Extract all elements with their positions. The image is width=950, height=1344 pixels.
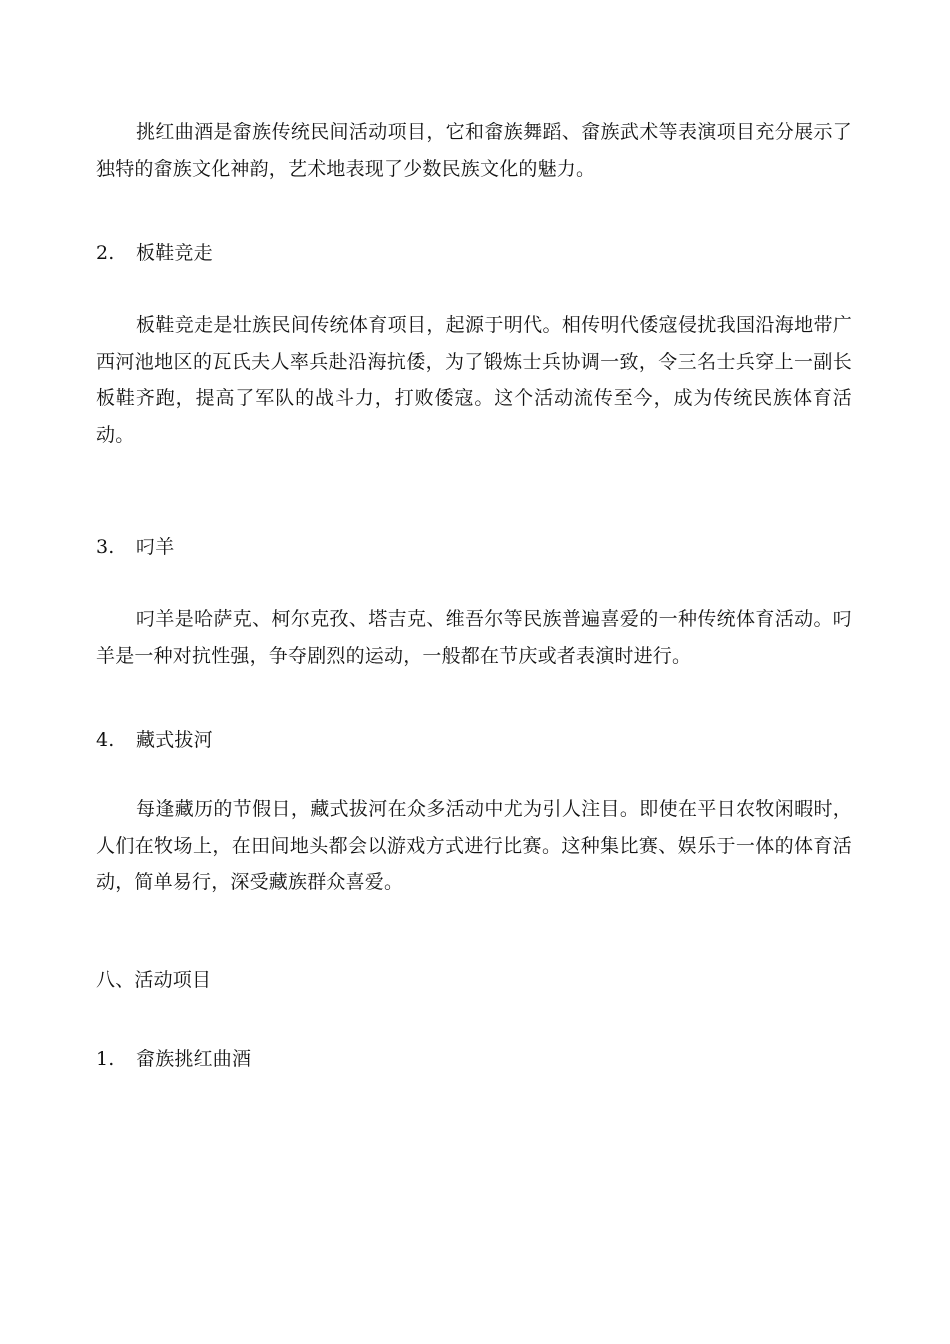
heading-diao-yang (96, 529, 852, 566)
heading-title: 叼羊 (136, 536, 175, 558)
paragraph-ban-xie-jing-zou: 板鞋竞走是壮族民间传统体育项目，起源于明代。相传明代倭寇侵扰我国沿海地带广西河池地区的瓦氏夫人率兵赴沿海抗倭，为了锻炼士兵协调一致，令三名士兵穿上一副长板鞋齐跑，提高了军队的战斗力，打败倭寇。这个活动流传至今，成为传统民族体育活动。 (96, 314, 852, 446)
paragraph-tiao-hong-qu-jiu: 挑红曲酒是畲族传统民间活动项目，它和畲族舞蹈、畲族武术等表演项目充分展示了独特的畲族文化神韵，艺术地表现了少数民族文化的魅力。 (96, 121, 852, 180)
heading-number: 3. (96, 536, 115, 558)
heading-she-zu-tiao-hong-qu-jiu (96, 1041, 852, 1078)
heading-number: 4. (96, 729, 115, 751)
heading-number: 2. (96, 242, 115, 264)
heading-title: 畲族挑红曲酒 (136, 1048, 252, 1070)
section-heading-activities: 八、活动项目 (96, 969, 212, 991)
heading-ban-xie-jing-zou (96, 235, 852, 272)
heading-number: 1. (96, 1048, 115, 1070)
heading-title: 板鞋竞走 (136, 242, 213, 264)
paragraph-diao-yang: 叼羊是哈萨克、柯尔克孜、塔吉克、维吾尔等民族普遍喜爱的一种传统体育活动。叼羊是一种对抗性强，争夺剧烈的运动，一般都在节庆或者表演时进行。 (96, 608, 852, 667)
heading-title: 藏式拔河 (136, 729, 213, 751)
paragraph-zang-shi-ba-he: 每逢藏历的节假日，藏式拔河在众多活动中尤为引人注目。即使在平日农牧闲暇时，人们在牧场上，在田间地头都会以游戏方式进行比赛。这种集比赛、娱乐于一体的体育活动，简单易行，深受藏族群众喜爱。 (96, 798, 852, 893)
heading-zang-shi-ba-he (96, 722, 852, 759)
